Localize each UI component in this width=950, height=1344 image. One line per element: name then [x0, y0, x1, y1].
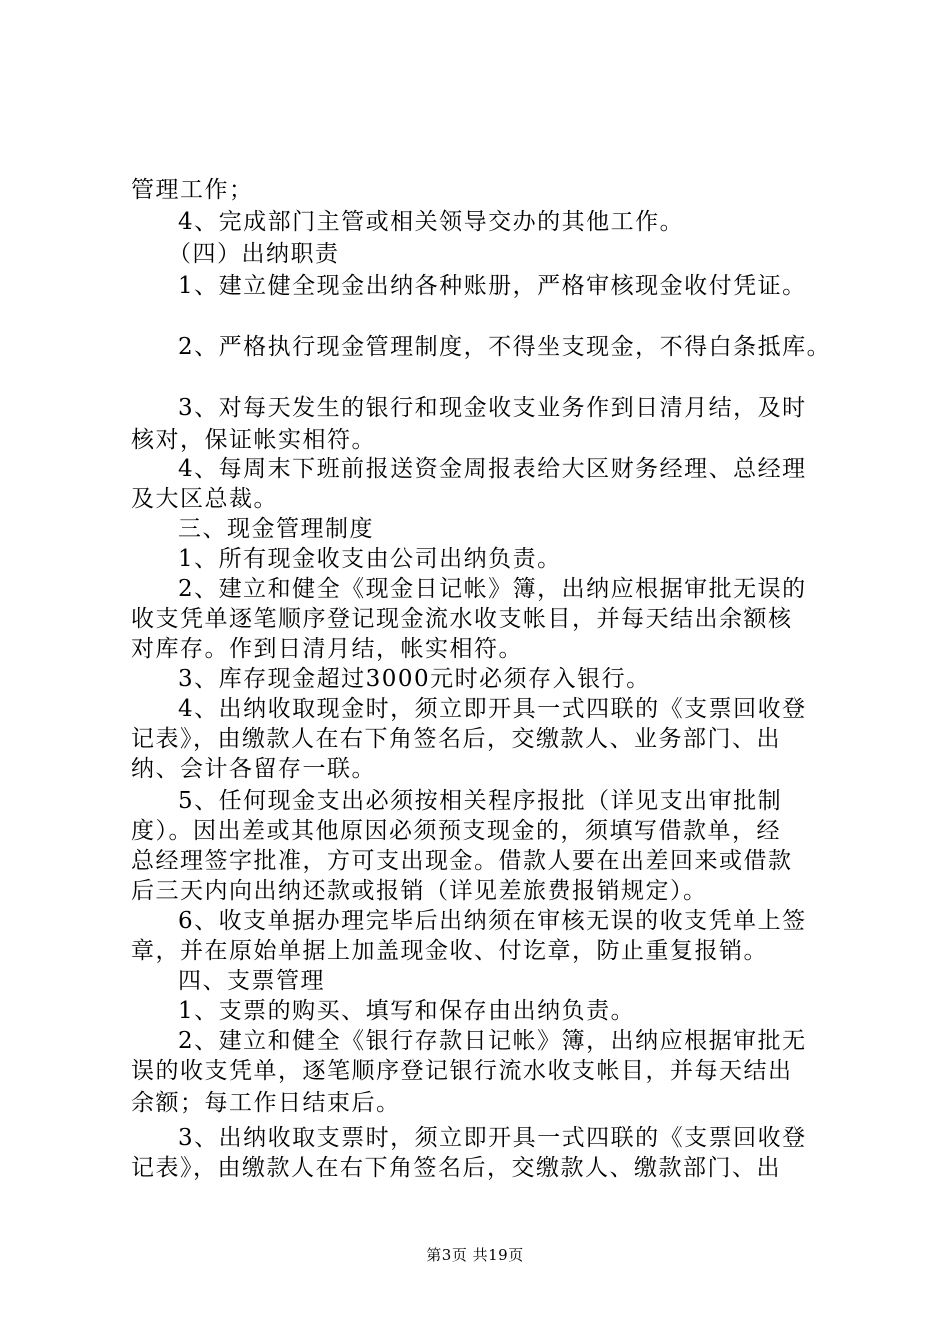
text-line: 后三天内向出纳还款或报销（详见差旅费报销规定）。	[131, 878, 708, 904]
text-line: 6、收支单据办理完毕后出纳须在审核无误的收支凭单上签	[178, 908, 807, 934]
text-line: 1、所有现金收支由公司出纳负责。	[178, 546, 562, 572]
text-line: 纳、会计各留存一联。	[131, 756, 376, 782]
text-line: 4、出纳收取现金时，须立即开具一式四联的《支票回收登	[178, 696, 807, 722]
text-line: 及大区总裁。	[131, 486, 278, 512]
text-line: 2、严格执行现金管理制度，不得坐支现金，不得白条抵库。	[178, 334, 832, 360]
text-line: 1、建立健全现金出纳各种账册，严格审核现金收付凭证。	[178, 273, 807, 299]
text-line: 3、对每天发生的银行和现金收支业务作到日清月结，及时	[178, 395, 807, 421]
text-line: 3、库存现金超过3000元时必须存入银行。	[178, 666, 651, 692]
text-line: 记表》，由缴款人在右下角签名后，交缴款人、业务部门、出	[131, 726, 781, 752]
section-heading: 四、支票管理	[178, 968, 325, 994]
text-line: 3、出纳收取支票时，须立即开具一式四联的《支票回收登	[178, 1125, 807, 1151]
text-line: 4、完成部门主管或相关领导交办的其他工作。	[178, 209, 685, 235]
text-line: 总经理签字批准，方可支出现金。借款人要在出差回来或借款	[131, 848, 793, 874]
text-line: 章，并在原始单据上加盖现金收、付讫章，防止重复报销。	[131, 938, 768, 964]
text-line: 记表》，由缴款人在右下角签名后，交缴款人、缴款部门、出	[131, 1155, 781, 1181]
text-line: 对库存。作到日清月结，帐实相符。	[131, 636, 523, 662]
section-heading: （四）出纳职责	[168, 241, 340, 267]
page-number-footer: 第3页 共19页	[426, 1246, 524, 1264]
text-line: 度）。因出差或其他原因必须预支现金的，须填写借款单，经	[131, 818, 781, 844]
text-line: 2、建立和健全《现金日记帐》簿，出纳应根据审批无误的	[178, 576, 807, 602]
text-line: 2、建立和健全《银行存款日记帐》簿，出纳应根据审批无	[178, 1028, 807, 1054]
text-line: 4、每周末下班前报送资金周报表给大区财务经理、总经理	[178, 456, 807, 482]
text-line: 误的收支凭单，逐笔顺序登记银行流水收支帐目，并每天结出	[131, 1058, 793, 1084]
text-line: 收支凭单逐笔顺序登记现金流水收支帐目，并每天结出余额核	[131, 606, 793, 632]
text-line: 余额；每工作日结束后。	[131, 1090, 401, 1116]
text-line: 核对，保证帐实相符。	[131, 427, 376, 453]
text-line: 5、任何现金支出必须按相关程序报批（详见支出审批制	[178, 788, 783, 814]
text-line: 管理工作；	[131, 177, 254, 203]
section-heading: 三、现金管理制度	[178, 516, 374, 542]
text-line: 1、支票的购买、填写和保存由出纳负责。	[178, 998, 636, 1024]
